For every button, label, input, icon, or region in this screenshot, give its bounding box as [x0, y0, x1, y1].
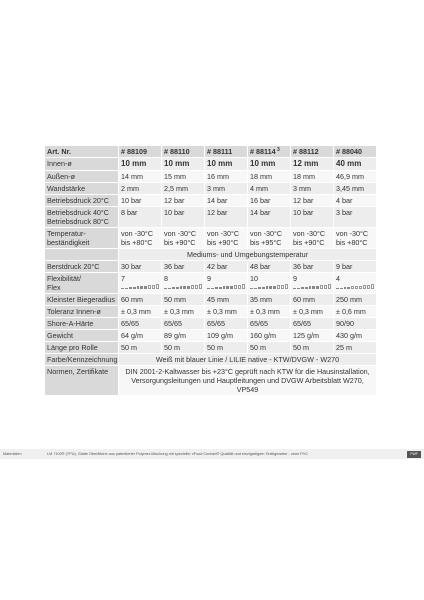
cell-value: 10 mm [119, 158, 162, 171]
flex-bar [324, 285, 327, 289]
flex-bar [242, 284, 245, 289]
cell-value: 14 bar [248, 207, 291, 228]
flex-cell [119, 273, 162, 294]
flex-cell [334, 273, 377, 294]
cell-value: 10 bar [162, 207, 205, 228]
cell-value: 16 bar [248, 195, 291, 207]
flex-bar [226, 286, 229, 289]
flex-bar [137, 286, 140, 289]
flex-cell [291, 273, 334, 294]
cell-value: 3 mm [205, 183, 248, 195]
article-number: # 88040 [334, 146, 377, 158]
cell-value: 12 mm [291, 158, 334, 171]
cell-value: 89 g/m [162, 330, 205, 342]
header-label: Art. Nr. [45, 146, 119, 158]
cell-value: 65/65 [205, 318, 248, 330]
footer-label: Materialien [3, 452, 22, 456]
flex-bar [320, 285, 323, 289]
row-label: Betriebsdruck 40°C Betriebsdruck 80°C [45, 207, 119, 228]
standards-certificates: DIN 2001-2-Kaltwasser bis +23°C geprüft nach KTW für die Hausinstallation, Versorgungsleitungen und Hauptleitungen und DVGW Arbeitsblatt W270, VP549 [119, 366, 377, 396]
flex-bar [199, 284, 202, 289]
flex-bar [187, 286, 190, 289]
flex-value: 4 [336, 274, 340, 283]
cell-value: 10 mm [162, 158, 205, 171]
cell-value: von -30°C bis +80°C [119, 228, 162, 249]
row-label: Temperatur- beständigkeit [45, 228, 119, 249]
flex-cell [205, 273, 248, 294]
cell-value: 16 mm [205, 171, 248, 183]
cell-value: 10 mm [205, 158, 248, 171]
table-row [45, 146, 377, 158]
flex-bar [269, 286, 272, 289]
table-row [45, 207, 377, 228]
cell-value: 35 mm [248, 294, 291, 306]
cell-value: 18 mm [291, 171, 334, 183]
flex-bar [273, 286, 276, 289]
cell-value: ± 0,6 mm [334, 306, 377, 318]
cell-value: von -30°C bis +80°C [334, 228, 377, 249]
cell-value: 3 mm [291, 183, 334, 195]
row-label: Innen-ø [45, 158, 119, 171]
flex-bar [148, 285, 151, 289]
spec-sheet [44, 145, 376, 396]
flex-bar [121, 288, 124, 289]
flex-bar [309, 286, 312, 289]
row-label: Kleinster Biegeradius [45, 294, 119, 306]
flex-scale [293, 284, 331, 289]
article-number: # 88110 [162, 146, 205, 158]
row-label: Betriebsdruck 20°C [45, 195, 119, 207]
cell-value: 12 bar [291, 195, 334, 207]
flex-bar [258, 287, 261, 289]
flex-bar [371, 284, 374, 289]
flex-bar [125, 288, 128, 289]
table-row [45, 294, 377, 306]
footer-text: LM 7100® (TPU), Glatte Oberfläche aus patentierter Polymer-Mischung mit spezieller xFood Contact® Qualität und einzigartigem Textilgewebe - ohne PVC [47, 452, 309, 456]
flex-bar [129, 287, 132, 289]
flex-bar [133, 287, 136, 289]
table-row [45, 273, 377, 294]
flex-bar [207, 288, 210, 289]
cell-value: 40 mm [334, 158, 377, 171]
brand-logo: FWF [407, 451, 421, 458]
flex-bar [168, 288, 171, 289]
table-row [45, 318, 377, 330]
row-label: Länge pro Rolle [45, 342, 119, 354]
table-row [45, 342, 377, 354]
row-label: Gewicht [45, 330, 119, 342]
flex-bar [140, 286, 143, 289]
flex-bar [219, 287, 222, 289]
flex-scale [207, 284, 245, 289]
flex-bar [191, 285, 194, 289]
table-row [45, 249, 377, 261]
cell-value: 50 m [291, 342, 334, 354]
flex-bar [238, 285, 241, 289]
cell-value: 42 bar [205, 261, 248, 273]
footer-bar [0, 449, 424, 459]
flex-bar [172, 287, 175, 289]
spec-table [44, 145, 377, 396]
cell-value: 36 bar [162, 261, 205, 273]
cell-value: 50 mm [162, 294, 205, 306]
cell-value: 64 g/m [119, 330, 162, 342]
flex-bar [277, 285, 280, 289]
row-label: Flexibilität/ Flex [45, 273, 119, 294]
flex-bar [262, 287, 265, 289]
flex-bar [223, 286, 226, 289]
cell-value: 125 g/m [291, 330, 334, 342]
flex-bar [297, 288, 300, 289]
flex-bar [293, 288, 296, 289]
table-row [45, 228, 377, 249]
flex-bar [156, 284, 159, 289]
row-label: Berstdruck 20°C [45, 261, 119, 273]
flex-bar [176, 287, 179, 289]
cell-value: 2,5 mm [162, 183, 205, 195]
table-row [45, 171, 377, 183]
cell-value: ± 0,3 mm [162, 306, 205, 318]
flex-bar [180, 286, 183, 289]
cell-value: 50 m [205, 342, 248, 354]
flex-bar [152, 285, 155, 289]
cell-value: von -30°C bis +90°C [162, 228, 205, 249]
cell-value: von -30°C bis +90°C [291, 228, 334, 249]
flex-bar [250, 288, 253, 289]
flex-bar [285, 284, 288, 289]
cell-value: 109 g/m [205, 330, 248, 342]
flex-bar [230, 286, 233, 289]
cell-value: 18 mm [248, 171, 291, 183]
row-label: Toleranz Innen-ø [45, 306, 119, 318]
article-number: # 88112 [291, 146, 334, 158]
flex-value: 9 [293, 274, 297, 283]
row-label: Shore-A-Härte [45, 318, 119, 330]
cell-value: 50 m [162, 342, 205, 354]
flex-cell [162, 273, 205, 294]
cell-value: ± 0,3 mm [119, 306, 162, 318]
cell-value: 90/90 [334, 318, 377, 330]
flex-bar [359, 286, 362, 289]
flex-value: 8 [164, 274, 168, 283]
flex-bar [234, 285, 237, 289]
flex-bar [266, 286, 269, 289]
cell-value: 10 mm [248, 158, 291, 171]
cell-value: 3 bar [334, 207, 377, 228]
cell-value: von -30°C bis +95°C [248, 228, 291, 249]
cell-value: 12 bar [162, 195, 205, 207]
flex-bar [355, 286, 358, 289]
flex-value: 9 [207, 274, 211, 283]
flex-bar [144, 286, 147, 289]
cell-value: 36 bar [291, 261, 334, 273]
cell-value: 430 g/m [334, 330, 377, 342]
cell-value: 50 m [248, 342, 291, 354]
table-row [45, 183, 377, 195]
flex-bar [305, 287, 308, 289]
table-row [45, 158, 377, 171]
cell-value: von -30°C bis +90°C [205, 228, 248, 249]
cell-value: 14 mm [119, 171, 162, 183]
flex-bar [328, 284, 331, 289]
flex-bar [312, 286, 315, 289]
cell-value: 45 mm [205, 294, 248, 306]
cell-value: 14 bar [205, 195, 248, 207]
flex-bar [340, 288, 343, 289]
row-label [45, 249, 119, 261]
flex-cell [248, 273, 291, 294]
flex-bar [195, 285, 198, 289]
cell-value: 50 m [119, 342, 162, 354]
flex-bar [164, 288, 167, 289]
flex-scale [164, 284, 202, 289]
flex-bar [183, 286, 186, 289]
cell-value: 3,45 mm [334, 183, 377, 195]
flex-bar [215, 287, 218, 289]
flex-bar [363, 285, 366, 289]
cell-value: 15 mm [162, 171, 205, 183]
flex-bar [301, 287, 304, 289]
color-marking: Weiß mit blauer Linie / LILIE native - KTW/DVGW - W270 [119, 354, 377, 366]
flex-bar [316, 286, 319, 289]
row-label: Außen-ø [45, 171, 119, 183]
cell-value: 10 bar [119, 195, 162, 207]
cell-value: 4 mm [248, 183, 291, 195]
article-number: # 88109 [119, 146, 162, 158]
row-label: Normen, Zertifikate [45, 366, 119, 396]
footnote-marker: 3 [275, 147, 280, 153]
flex-scale [121, 284, 159, 289]
cell-value: 9 bar [334, 261, 377, 273]
flex-scale [336, 284, 374, 289]
table-row [45, 330, 377, 342]
flex-bar [351, 286, 354, 289]
flex-bar [211, 288, 214, 289]
flex-bar [347, 287, 350, 289]
table-row [45, 366, 377, 396]
row-label: Farbe/Kennzeichnung [45, 354, 119, 366]
cell-value: 65/65 [119, 318, 162, 330]
cell-value: 65/65 [162, 318, 205, 330]
cell-value: 25 m [334, 342, 377, 354]
row-label: Wandstärke [45, 183, 119, 195]
cell-value: 65/65 [291, 318, 334, 330]
cell-value: ± 0,3 mm [248, 306, 291, 318]
article-number: # 88114 $^3$ [248, 146, 291, 158]
flex-bar [336, 288, 339, 289]
cell-value: 250 mm [334, 294, 377, 306]
cell-value: 30 bar [119, 261, 162, 273]
flex-bar [254, 288, 257, 289]
article-number: # 88111 [205, 146, 248, 158]
cell-value: 46,9 mm [334, 171, 377, 183]
cell-value: 4 bar [334, 195, 377, 207]
flex-value: 10 [250, 274, 258, 283]
cell-value: ± 0,3 mm [291, 306, 334, 318]
cell-value: 65/65 [248, 318, 291, 330]
cell-value: 2 mm [119, 183, 162, 195]
flex-scale [250, 284, 288, 289]
cell-value: 10 bar [291, 207, 334, 228]
table-row [45, 306, 377, 318]
table-row [45, 195, 377, 207]
flex-bar [344, 287, 347, 289]
flex-bar [367, 285, 370, 289]
cell-value: 60 mm [291, 294, 334, 306]
cell-value: 12 bar [205, 207, 248, 228]
table-row [45, 354, 377, 366]
flex-value: 7 [121, 274, 125, 283]
temperature-note: Mediums- und Umgebungstemperatur [119, 249, 377, 261]
flex-bar [281, 285, 284, 289]
cell-value: 8 bar [119, 207, 162, 228]
cell-value: ± 0,3 mm [205, 306, 248, 318]
cell-value: 160 g/m [248, 330, 291, 342]
cell-value: 60 mm [119, 294, 162, 306]
cell-value: 48 bar [248, 261, 291, 273]
table-row [45, 261, 377, 273]
